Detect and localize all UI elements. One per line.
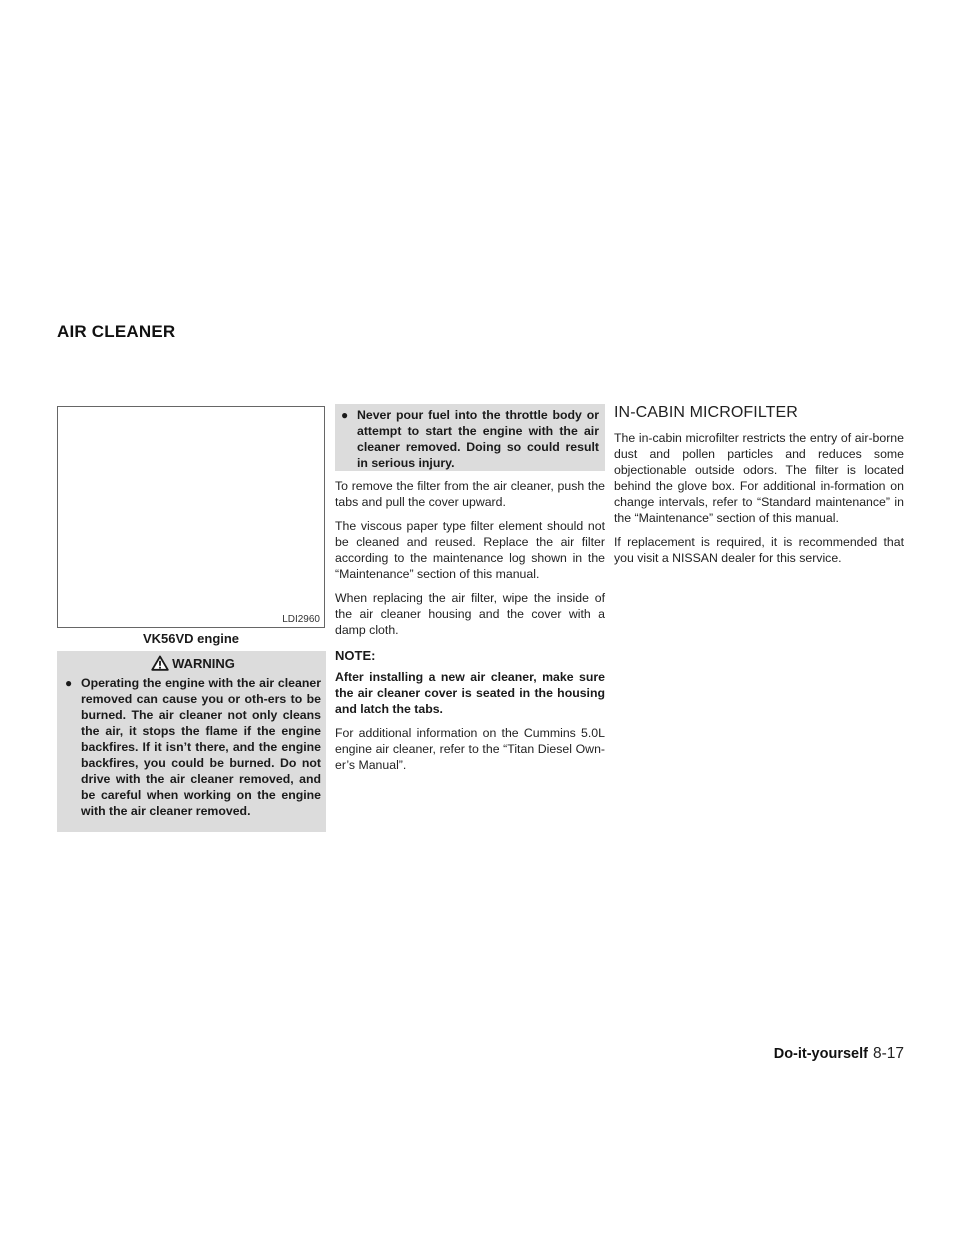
paragraph-filter-element: The viscous paper type filter element should not be cleaned and reused. Replace the air filter according to the maintenance log shown in the “Maintenance” section of this manual.: [335, 519, 605, 581]
note-text: After installing a new air cleaner, make sure the air cleaner cover is seated in the housing and latch the tabs.: [335, 670, 605, 716]
note-label: NOTE:: [335, 648, 376, 663]
paragraph-replacing: When replacing the air filter, wipe the inside of the air cleaner housing and the cover with a damp cloth.: [335, 591, 605, 637]
paragraph-replacement: If replacement is required, it is recommended that you visit a NISSAN dealer for this service.: [614, 535, 904, 565]
warning-header: [65, 651, 321, 675]
section-title: AIR CLEANER: [57, 322, 176, 341]
figure-caption: VK56VD engine: [142, 631, 240, 646]
paragraph-cummins: For additional information on the Cummins 5.0L engine air cleaner, refer to the “Titan Diesel Own-er’s Manual”.: [335, 726, 605, 772]
paragraph-remove-filter: To remove the filter from the air cleaner, push the tabs and pull the cover upward.: [335, 479, 605, 509]
warning-bullet: [341, 404, 599, 471]
engine-figure: [57, 406, 325, 628]
warning-icon: [151, 655, 169, 671]
column-right: [614, 404, 904, 574]
subsection-heading: IN-CABIN MICROFILTER: [614, 404, 798, 421]
column-middle: [335, 478, 605, 781]
warning-text: Operating the engine with the air cleaner removed can cause you or oth-ers to be burned. The air cleaner not only cleans the air, it stops the flame if the engine backfires. If it isn’t there, and the engine backfires, you could be burned. Do not drive with the air cleaner removed, and be careful when working on the engine with the air cleaner removed.: [81, 676, 321, 818]
warning-title: WARNING: [172, 655, 235, 671]
bullet-dot: ●: [65, 676, 73, 690]
chapter-name: Do-it-yourself: [773, 1046, 868, 1062]
warning-box: [57, 651, 326, 832]
figure-code: LDI2960: [282, 614, 320, 625]
warning-bullet: [65, 675, 321, 819]
warning-box-continued: [335, 404, 605, 471]
page-footer: [774, 1045, 904, 1063]
paragraph-microfilter: The in-cabin microfilter restricts the entry of air-borne dust and pollen particles and reduces some objectionable outside odors. The filter is located behind the glove box. For additional in-formation on change intervals, refer to “Standard maintenance” in the “Maintenance” section of this manual.: [614, 431, 904, 525]
bullet-dot: ●: [341, 408, 349, 422]
page-number: 8-17: [872, 1045, 904, 1062]
warning-text: Never pour fuel into the throttle body or attempt to start the engine with the air cleaner removed. Doing so could result in serious injury.: [357, 408, 599, 470]
